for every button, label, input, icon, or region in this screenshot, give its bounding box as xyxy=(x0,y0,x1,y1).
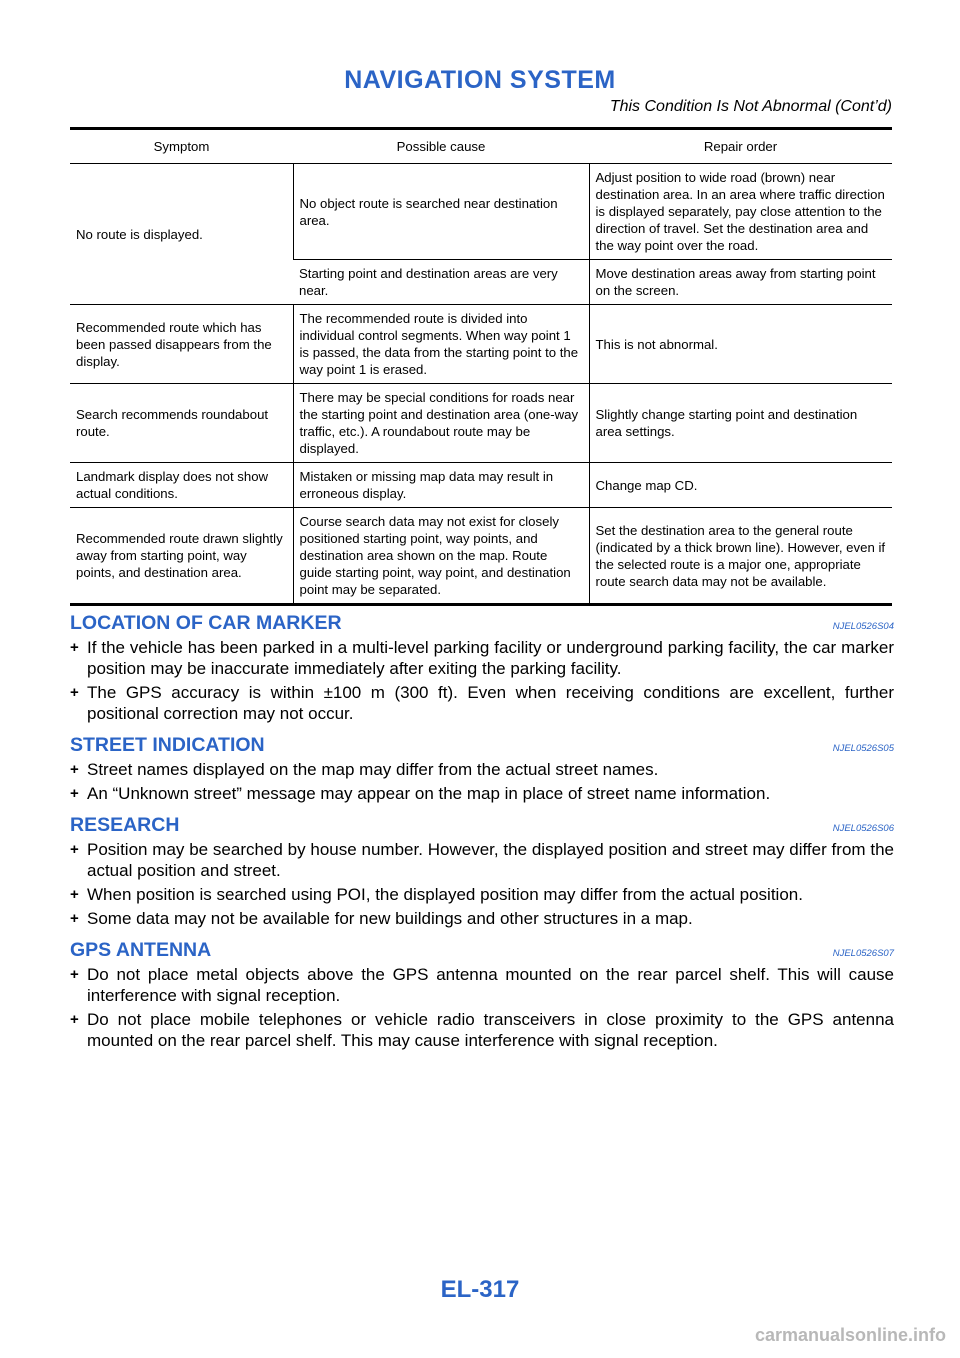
page-subtitle: This Condition Is Not Abnormal (Cont’d) xyxy=(609,98,892,115)
section-heading xyxy=(70,814,894,836)
table-row xyxy=(70,508,892,605)
watermark: carmanualsonline.info xyxy=(754,1325,946,1345)
symptom-cell: Recommended route which has been passed disappears from the display. xyxy=(70,305,293,384)
section-research xyxy=(70,814,894,929)
bullet-text: Some data may not be available for new buildings and other structures in a map. xyxy=(87,909,693,928)
section-heading xyxy=(70,612,894,634)
bullet-icon: + xyxy=(70,1011,79,1028)
bullet-text: If the vehicle has been parked in a multi-level parking facility or underground parking facility, the car marker position may be inaccurate immediately after exiting the parking facility. xyxy=(87,638,894,678)
bullet-text: When position is searched using POI, the displayed position may differ from the actual position. xyxy=(87,885,803,904)
bullet-icon: + xyxy=(70,966,79,983)
cause-cell: Course search data may not exist for closely positioned starting point, way points, and destination area shown on the map. Route guide starting point, way point, and destination point may be separated. xyxy=(293,508,589,605)
list-item xyxy=(70,839,894,881)
section-gps-antenna xyxy=(70,939,894,1051)
repair-cell: This is not abnormal. xyxy=(589,305,892,384)
section-title: LOCATION OF CAR MARKER xyxy=(70,612,342,634)
section-code: NJEL0526S04 xyxy=(832,621,894,632)
section-title: STREET INDICATION xyxy=(70,734,265,756)
cause-cell: The recommended route is divided into individual control segments. When way point 1 is passed, the data from the starting point to the way point 1 is erased. xyxy=(293,305,589,384)
bullet-icon: + xyxy=(70,910,79,927)
bullet-icon: + xyxy=(70,761,79,778)
table-row xyxy=(70,164,892,260)
page-header xyxy=(0,66,960,115)
list-item xyxy=(70,682,894,724)
table-row xyxy=(70,384,892,463)
cause-cell: Starting point and destination areas are very near. xyxy=(293,260,589,305)
repair-cell: Move destination areas away from starting point on the screen. xyxy=(589,260,892,305)
header-possible-cause: Possible cause xyxy=(293,129,589,164)
header-repair-order: Repair order xyxy=(589,129,892,164)
repair-cell: Change map CD. xyxy=(589,463,892,508)
bullet-icon: + xyxy=(70,841,79,858)
table-header-row xyxy=(70,129,892,164)
list-item xyxy=(70,637,894,679)
section-title: RESEARCH xyxy=(70,814,180,836)
symptom-cell: No route is displayed. xyxy=(70,164,293,305)
symptom-cell: Recommended route drawn slightly away from starting point, way points, and destination area. xyxy=(70,508,293,605)
list-item xyxy=(70,908,894,929)
list-item xyxy=(70,759,894,780)
symptom-table xyxy=(70,127,892,606)
bullet-text: Do not place metal objects above the GPS antenna mounted on the rear parcel shelf. This will cause interference with signal reception. xyxy=(87,965,894,1005)
cause-cell: Mistaken or missing map data may result in erroneous display. xyxy=(293,463,589,508)
bullet-icon: + xyxy=(70,639,79,656)
repair-cell: Adjust position to wide road (brown) near destination area. In an area where traffic direction is displayed separately, pay close attention to the direction of travel. Set the destination area and the way point over the road. xyxy=(589,164,892,260)
bullet-text: An “Unknown street” message may appear on the map in place of street name information. xyxy=(87,784,771,803)
table-row xyxy=(70,305,892,384)
list-item xyxy=(70,1009,894,1051)
sections xyxy=(70,612,894,1061)
bullet-text: Position may be searched by house number. However, the displayed position and street may differ from the actual position and street. xyxy=(87,840,894,880)
section-heading xyxy=(70,734,894,756)
bullet-text: The GPS accuracy is within ±100 m (300 ft). Even when receiving conditions are excellent, further positional correction may not occur. xyxy=(87,683,894,723)
section-code: NJEL0526S05 xyxy=(832,743,894,754)
section-location-of-car-marker xyxy=(70,612,894,724)
list-item xyxy=(70,884,894,905)
repair-cell: Set the destination area to the general route (indicated by a thick brown line). However, even if the selected route is a major one, appropriate route search data may not be available. xyxy=(589,508,892,605)
page-number: EL-317 xyxy=(440,1276,520,1303)
bullet-icon: + xyxy=(70,684,79,701)
section-code: NJEL0526S07 xyxy=(832,948,894,959)
cause-cell: There may be special conditions for roads near the starting point and destination area (one-way traffic, etc.). A roundabout route may be displayed. xyxy=(293,384,589,463)
bullet-icon: + xyxy=(70,785,79,802)
section-street-indication xyxy=(70,734,894,804)
section-code: NJEL0526S06 xyxy=(832,823,894,834)
section-heading xyxy=(70,939,894,961)
page-title: NAVIGATION SYSTEM xyxy=(344,66,616,94)
symptom-cell: Search recommends roundabout route. xyxy=(70,384,293,463)
header-symptom: Symptom xyxy=(70,129,293,164)
bullet-text: Street names displayed on the map may differ from the actual street names. xyxy=(87,760,659,779)
table-row xyxy=(70,463,892,508)
bullet-icon: + xyxy=(70,886,79,903)
bullet-text: Do not place mobile telephones or vehicle radio transceivers in close proximity to the GPS antenna mounted on the rear parcel shelf. This may cause interference with signal reception. xyxy=(87,1010,894,1050)
section-title: GPS ANTENNA xyxy=(70,939,212,961)
cause-cell: No object route is searched near destination area. xyxy=(293,164,589,260)
list-item xyxy=(70,783,894,804)
symptom-cell: Landmark display does not show actual conditions. xyxy=(70,463,293,508)
list-item xyxy=(70,964,894,1006)
repair-cell: Slightly change starting point and destination area settings. xyxy=(589,384,892,463)
